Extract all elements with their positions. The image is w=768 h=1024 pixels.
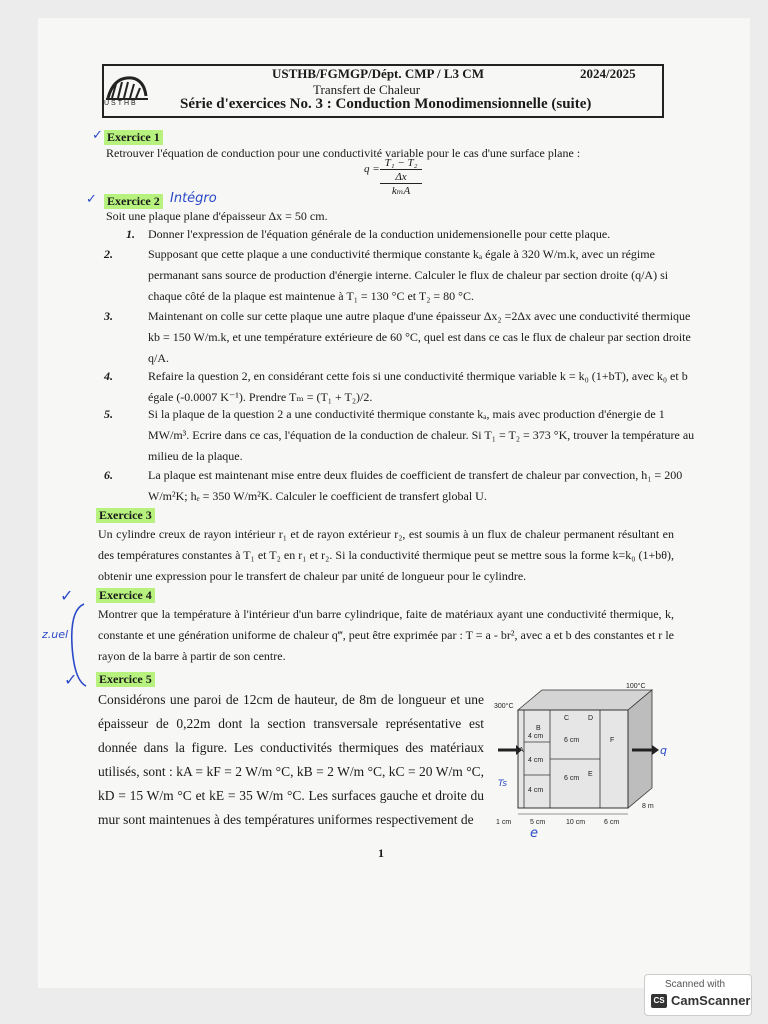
handwritten-annotation: Intégro — [170, 191, 217, 206]
header-course: Transfert de Chaleur — [313, 82, 421, 97]
checkmark-icon: ✓ — [86, 192, 97, 207]
exercise-2-item-4: 4. Refaire la question 2, en considérant cette fois si une conductivité thermique variable k = k₀ (1+bT), avec k₀ et b égale (-0.0007 K⁻¹). Prendre Tₘ = (T₁ + T₂)/2. — [104, 369, 688, 404]
exercise-2-item-5: 5. Si la plaque de la question 2 a une conductivité thermique constante kₐ, mais avec production d'énergie de 1 MW/m³. Ecrire dans ce cas, l'équation de la conduction de chaleur. Si T₁ = T₂ = 373 °K, trouver la température au milieu de la plaque. — [104, 407, 695, 463]
exercise-2-item-2: 2. Supposant que cette plaque a une conductivité thermique constante kₐ égale à 320 W/m.k, avec un régime permanant sans source de production d'énergie interne. Calculer le flux de chaleur par section droite (q/A) si chaque côté de la plaque est maintenue à T₁ = 130 °C et T₂ = 80 °C. — [104, 247, 669, 303]
formula-numerator: T₁ − T₂ — [380, 157, 422, 170]
fig-dim-inner: 4 cm — [528, 757, 544, 764]
fig-label-c: C — [564, 715, 570, 722]
header-year: 2024/2025 — [580, 66, 636, 81]
camscanner-icon: CS — [651, 994, 667, 1008]
exercise-2-title: Exercice 2 — [104, 194, 163, 209]
fig-dim-inner: 4 cm — [528, 787, 544, 794]
camscanner-brand: CamScanner — [671, 993, 751, 1008]
handwritten-annotation: e — [530, 826, 538, 841]
exercise-1-text: Retrouver l'équation de conduction pour une conductivité variable pour le cas d'une surface plane : — [106, 146, 581, 160]
fig-label-e: E — [588, 771, 593, 778]
exercise-2-item-3: 3. Maintenant on colle sur cette plaque une autre plaque d'une épaisseur Δx₂ =2Δx avec une conductivité thermique kb = 150 W/m.k, et une température extérieure de 60 °C, quel est dans ce cas le flux de chaleur par section droite q/A. — [104, 309, 691, 365]
exercise-2-item-1: 1. Donner l'expression de l'équation générale de la conduction unidemensionelle pour cette plaque. — [126, 227, 611, 241]
exercise-2-item-6: 6. La plaque est maintenant mise entre deux fluides de coefficient de transfert de chaleur par convection, h₁ = 200 W/m²K; hₑ = 350 W/m²K. Calculer le coefficient de transfert global U. — [104, 468, 683, 503]
header-series-title: Série d'exercices No. 3 : Conduction Monodimensionnelle (suite) — [180, 96, 592, 112]
fig-dim-bottom: 1 cm — [496, 819, 512, 826]
bracket-mark-icon: ✓ — [60, 586, 74, 605]
fig-dim-inner: 4 cm — [528, 733, 544, 740]
exercise-4-text: Montrer que la température à l'intérieur d'un barre cylindrique, faite de matériaux ayant une conductivité thermique, k, constante et une génération uniforme de chaleur q‴, peut être exprimée par : T = a - br², avec a et b des constantes et r le rayon de la barre à partir de son centre. — [98, 607, 674, 663]
exercise-5-title: Exercice 5 — [96, 672, 155, 687]
exercise-3-title: Exercice 3 — [96, 508, 155, 523]
fig-q-label: q — [660, 744, 667, 757]
fig-dim-inner: 6 cm — [564, 775, 580, 782]
fig-dim-bottom: 6 cm — [604, 819, 620, 826]
fig-label-a: A — [519, 747, 524, 754]
fig-label-d: D — [588, 715, 594, 722]
exercise-5-text: Considérons une paroi de 12cm de hauteur, de 8m de longueur et une épaisseur de 0,22m dont la section transversale représentative est donnée dans la figure. Les conductivités thermiques des matériaux utilisés, sont : kA = kF = 2 W/m °C, kB = 2 W/m °C, kC = 20 W/m °C, kD = 15 W/m °C et kE = 35 W/m °C. Les surfaces gauche et droite du mur sont maintenues à des températures uniformes respectivement de — [98, 692, 484, 827]
page-number: 1 — [378, 846, 384, 860]
fig-label-b: B — [536, 725, 541, 732]
checkmark-icon: ✓ — [92, 128, 103, 143]
logo-text: USTHB — [104, 100, 138, 107]
formula-denominator-top: Δx — [380, 171, 422, 184]
fig-ts-label: Ts — [498, 779, 508, 789]
composite-wall-figure — [492, 680, 672, 828]
formula-q: q = — [364, 163, 380, 175]
exercise-3-text: Un cylindre creux de rayon intérieur r₁ et de rayon extérieur r₂, est soumis à un flux de chaleur permanent résultant en des températures constantes à T₁ et T₂ en r₁ et r₂. Si la conductivité thermique peut se mettre sous la forme k=k₀ (1+bθ), obtenir une expression pour le transfert de chaleur par unité de longueur pour le cylindre. — [98, 527, 674, 583]
fig-label-f: F — [610, 737, 615, 744]
fig-temp-left: 300°C — [494, 703, 514, 710]
formula-denominator-bottom: kₘA — [391, 185, 411, 197]
handwritten-annotation: z.uel — [42, 628, 69, 641]
header-department: USTHB/FGMGP/Dépt. CMP / L3 CM — [272, 66, 484, 81]
fig-depth: 8 m — [642, 803, 654, 810]
exercise-4-title: Exercice 4 — [96, 588, 155, 603]
fig-dim-inner: 6 cm — [564, 737, 580, 744]
exercise-1-title: Exercice 1 — [104, 130, 163, 145]
camscanner-watermark — [644, 974, 752, 1016]
scanned-with-text: Scanned with — [665, 979, 726, 990]
fig-dim-bottom: 10 cm — [566, 819, 586, 826]
fig-dim-bottom: 5 cm — [530, 819, 546, 826]
checkmark-icon: ✓ — [64, 670, 78, 689]
fig-temp-right: 100°C — [626, 683, 646, 690]
exercise-2-intro: Soit une plaque plane d'épaisseur Δx = 50 cm. — [106, 209, 328, 223]
